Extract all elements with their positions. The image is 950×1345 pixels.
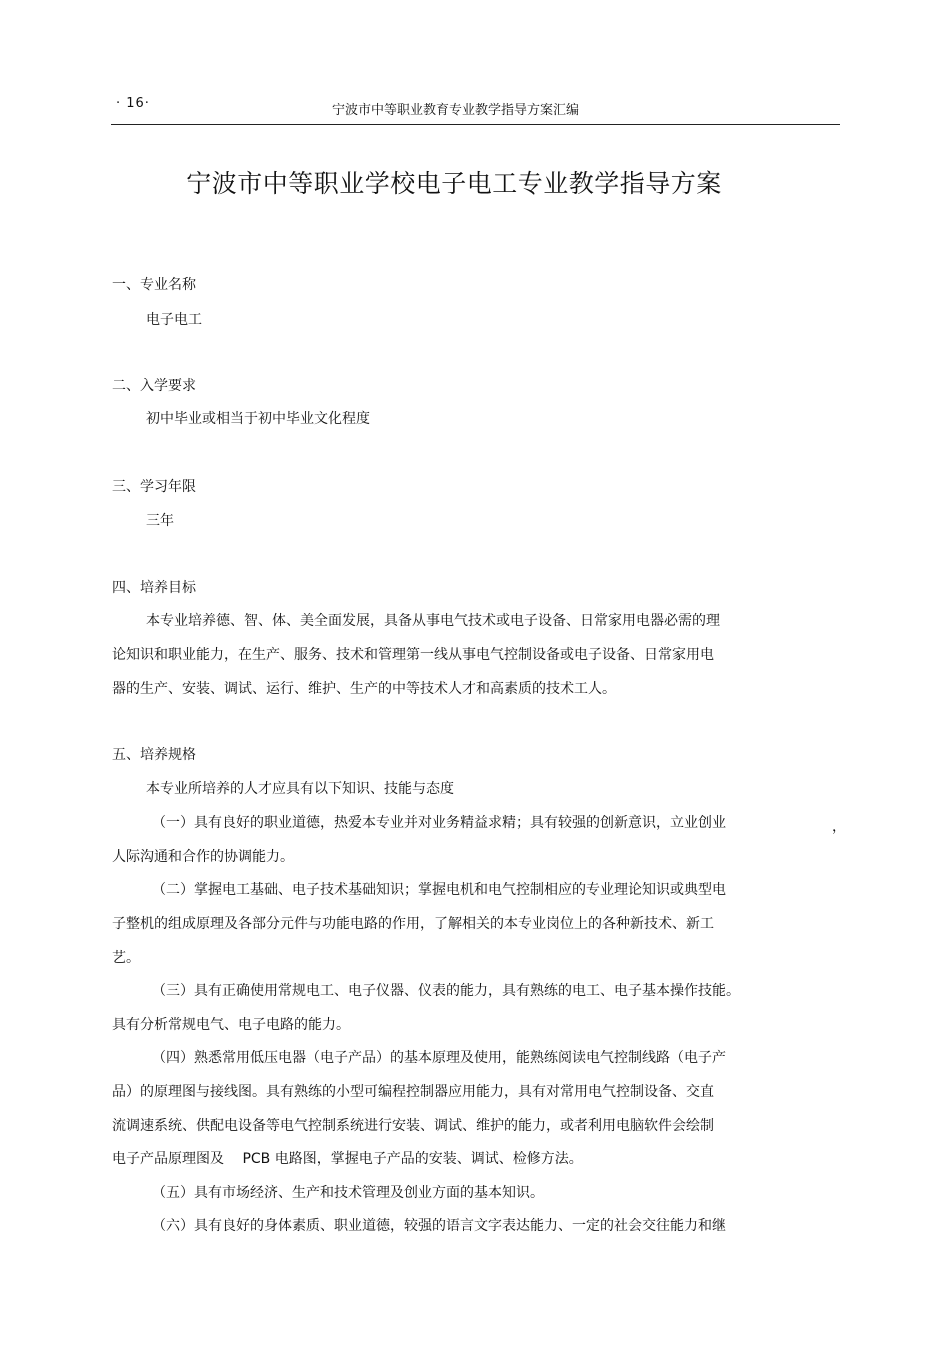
list-item-line: （三）具有正确使用常规电工、电子仪器、仪表的能力，具有熟练的电工、电子基本操作技能。 — [152, 983, 740, 999]
list-item-line: （五）具有市场经济、生产和技术管理及创业方面的基本知识。 — [152, 1185, 544, 1201]
list-item-line: （六）具有良好的身体素质、职业道德，较强的语言文字表达能力、一定的社会交往能力和继 — [152, 1218, 726, 1234]
section-text: 电子电工 — [146, 312, 202, 328]
list-item-line: 具有分析常规电气、电子电路的能力。 — [112, 1017, 350, 1033]
section-heading: 五、培养规格 — [112, 747, 196, 763]
list-item-line: （四）熟悉常用低压电器（电子产品）的基本原理及使用，能熟练阅读电气控制线路（电子产 — [152, 1050, 726, 1066]
section-text: 初中毕业或相当于初中毕业文化程度 — [146, 411, 370, 427]
header-rule — [111, 124, 840, 125]
paragraph-line: 本专业培养德、智、体、美全面发展，具备从事电气技术或电子设备、日常家用电器必需的理 — [146, 613, 720, 629]
section-heading: 四、培养目标 — [112, 580, 196, 596]
list-item-line: 人际沟通和合作的协调能力。 — [112, 849, 294, 865]
list-item-line: 子整机的组成原理及各部分元件与功能电路的作用，了解相关的本专业岗位上的各种新技术、新工 — [112, 916, 714, 932]
section-heading: 三、学习年限 — [112, 479, 196, 495]
section-heading: 二、入学要求 — [112, 378, 196, 394]
list-item-line: 流调速系统、供配电设备等电气控制系统进行安装、调试、维护的能力，或者利用电脑软件会绘制 — [112, 1118, 714, 1134]
paragraph-line: 本专业所培养的人才应具有以下知识、技能与态度 — [146, 781, 454, 797]
list-item-line: （一）具有良好的职业道德，热爱本专业并对业务精益求精；具有较强的创新意识，立业创业 — [152, 815, 726, 831]
section-text: 三年 — [146, 513, 174, 529]
section-heading: 一、专业名称 — [112, 277, 196, 293]
stray-comma: ， — [832, 819, 846, 835]
list-item-line: 品）的原理图与接线图。具有熟练的小型可编程控制器应用能力，具有对常用电气控制设备、交直 — [112, 1084, 714, 1100]
paragraph-line: 论知识和职业能力，在生产、服务、技术和管理第一线从事电气控制设备或电子设备、日常家用电 — [112, 647, 714, 663]
page-number: · 16· — [116, 96, 150, 111]
list-item-line: 电子产品原理图及 PCB 电路图，掌握电子产品的安装、调试、检修方法。 — [112, 1151, 583, 1167]
paragraph-line: 器的生产、安装、调试、运行、维护、生产的中等技术人才和高素质的技术工人。 — [112, 681, 616, 697]
list-item-line: 艺。 — [112, 950, 140, 966]
running-title: 宁波市中等职业教育专业教学指导方案汇编 — [332, 103, 580, 118]
list-item-line: （二）掌握电工基础、电子技术基础知识；掌握电机和电气控制相应的专业理论知识或典型电 — [152, 882, 726, 898]
document-title: 宁波市中等职业学校电子电工专业教学指导方案 — [186, 169, 722, 198]
